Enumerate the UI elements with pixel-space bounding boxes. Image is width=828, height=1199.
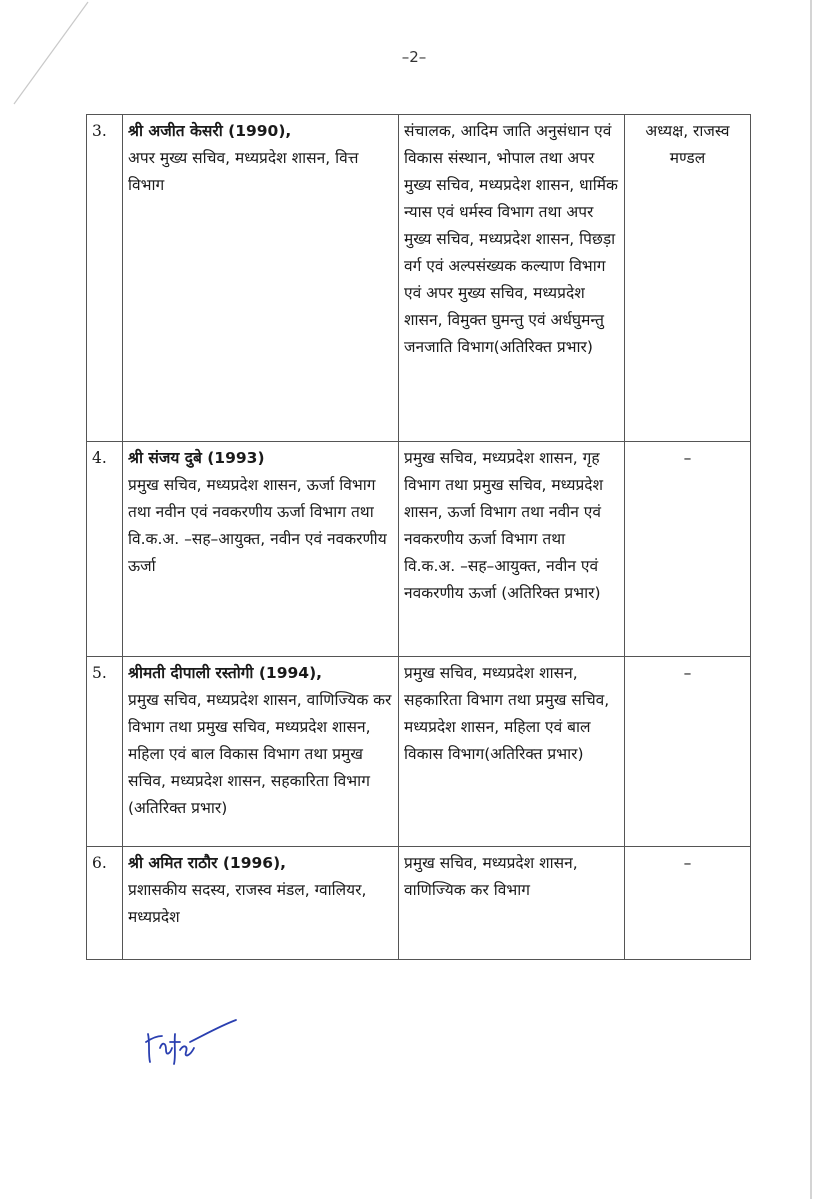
table-row — [87, 115, 751, 442]
current-post: प्रशासकीय सदस्य, राजस्व मंडल, ग्वालियर, मध्यप्रदेश — [128, 881, 367, 926]
additional-charge: – — [625, 442, 751, 657]
additional-charge: अध्यक्ष, राजस्व मण्डल — [625, 115, 751, 442]
current-post: अपर मुख्य सचिव, मध्यप्रदेश शासन, वित्त विभाग — [128, 149, 359, 194]
additional-charge: – — [625, 847, 751, 960]
page-number: –2– — [401, 48, 427, 66]
page-edge — [810, 0, 812, 1199]
officer-cell — [123, 442, 399, 657]
officer-cell — [123, 657, 399, 847]
additional-charge: – — [625, 657, 751, 847]
serial-number: 6. — [87, 847, 123, 960]
officer-name: श्रीमती दीपाली रस्तोगी (1994), — [128, 664, 323, 682]
officer-cell — [123, 115, 399, 442]
transfer-table — [86, 114, 751, 960]
new-posting: संचालक, आदिम जाति अनुसंधान एवं विकास संस्थान, भोपाल तथा अपर मुख्य सचिव, मध्यप्रदेश शासन, धार्मिक न्यास एवं धर्मस्व विभाग तथा अपर मुख्य सचिव, मध्यप्रदेश शासन, पिछड़ा वर्ग एवं अल्पसंख्यक कल्याण विभाग एवं अपर मुख्य सचिव, मध्यप्रदेश शासन, विमुक्त घुमन्तु एवं अर्धघुमन्तु जनजाति विभाग(अतिरिक्त प्रभार) — [399, 115, 625, 442]
current-post: प्रमुख सचिव, मध्यप्रदेश शासन, वाणिज्यिक कर विभाग तथा प्रमुख सचिव, मध्यप्रदेश शासन, महिला एवं बाल विकास विभाग तथा प्रमुख सचिव, मध्यप्रदेश शासन, सहकारिता विभाग (अतिरिक्त प्रभार) — [128, 691, 392, 817]
table-row — [87, 442, 751, 657]
current-post: प्रमुख सचिव, मध्यप्रदेश शासन, ऊर्जा विभाग तथा नवीन एवं नवकरणीय ऊर्जा विभाग तथा वि.क.अ. –सह–आयुक्त, नवीन एवं नवकरणीय ऊर्जा — [128, 476, 387, 575]
serial-number: 5. — [87, 657, 123, 847]
officer-name: श्री संजय दुबे (1993) — [128, 449, 265, 467]
officer-cell — [123, 847, 399, 960]
serial-number: 4. — [87, 442, 123, 657]
officer-name: श्री अमित राठौर (1996), — [128, 854, 287, 872]
new-posting: प्रमुख सचिव, मध्यप्रदेश शासन, गृह विभाग तथा प्रमुख सचिव, मध्यप्रदेश शासन, ऊर्जा विभाग तथा नवीन एवं नवकरणीय ऊर्जा विभाग तथा वि.क.अ. –सह–आयुक्त, नवीन एवं नवकरणीय ऊर्जा (अतिरिक्त प्रभार) — [399, 442, 625, 657]
new-posting: प्रमुख सचिव, मध्यप्रदेश शासन, वाणिज्यिक कर विभाग — [399, 847, 625, 960]
officer-name: श्री अजीत केसरी (1990), — [128, 122, 292, 140]
table-row — [87, 847, 751, 960]
table-row — [87, 657, 751, 847]
signature — [140, 1012, 240, 1072]
new-posting: प्रमुख सचिव, मध्यप्रदेश शासन, सहकारिता विभाग तथा प्रमुख सचिव, मध्यप्रदेश शासन, महिला एवं बाल विकास विभाग(अतिरिक्त प्रभार) — [399, 657, 625, 847]
serial-number: 3. — [87, 115, 123, 442]
